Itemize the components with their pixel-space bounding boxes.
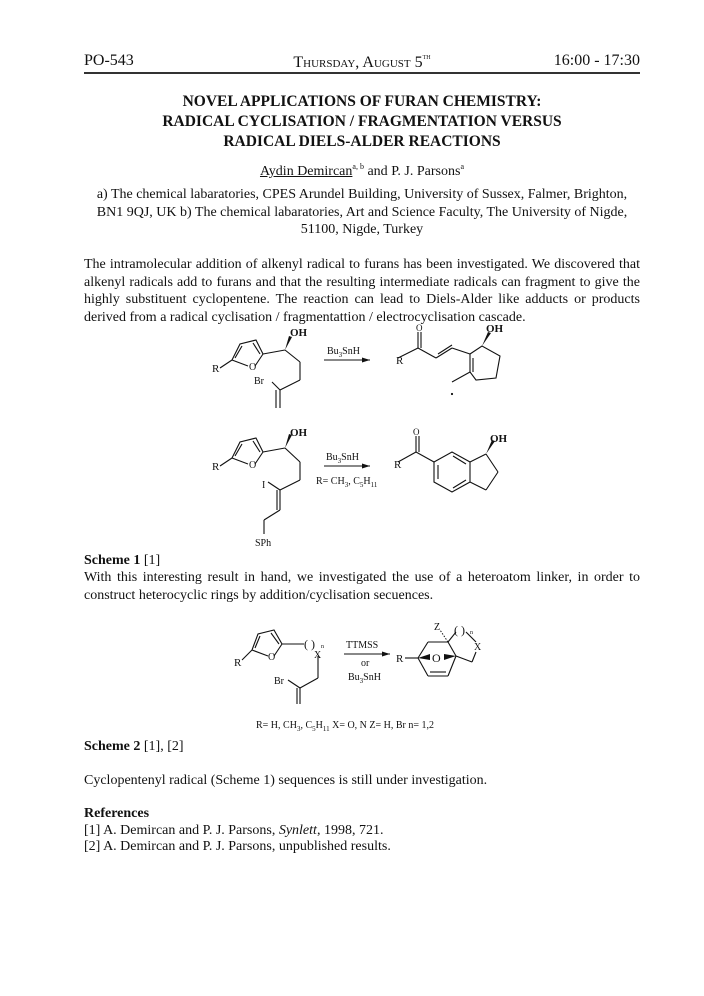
oh-label: OH xyxy=(290,327,308,339)
arrow-head xyxy=(362,464,370,469)
hashed-bond xyxy=(440,630,448,642)
paper-title xyxy=(84,92,640,152)
scheme1-caption xyxy=(84,552,640,570)
references xyxy=(84,806,640,856)
cyclopentene-product xyxy=(398,332,500,382)
r-label: R xyxy=(394,459,402,471)
ref-number: [1] xyxy=(84,822,104,838)
scheme1-reaction2 xyxy=(180,418,540,553)
reagent-or: or xyxy=(361,658,370,669)
session-time: 16:00 - 17:30 xyxy=(553,52,640,69)
indanone-product xyxy=(398,436,498,492)
author-connector: and xyxy=(363,164,392,179)
affiliation-line-2: BN1 9QJ, UK b) The chemical labaratories, Art and Science Faculty, The University of Nigde, xyxy=(96,204,628,220)
r-label: R xyxy=(212,363,220,375)
scheme2-conditions: R= H, $CH_3$, $C_5H_{11}$ X= O, N Z= H, Br n= 1,2 xyxy=(256,720,435,733)
scheme1-caption-ref: [1] xyxy=(140,553,161,568)
ref-text: A. Demircan and P. J. Parsons, xyxy=(103,822,279,838)
o-label: O xyxy=(416,323,423,333)
scheme1-caption-label: Scheme 1 xyxy=(84,553,141,568)
o-label: O xyxy=(249,362,257,373)
o-label: O xyxy=(268,652,276,663)
author2-affil: a xyxy=(460,162,464,171)
i-label: I xyxy=(262,480,266,491)
scheme2-caption-label: Scheme 2 xyxy=(84,739,141,754)
scheme2-reaction xyxy=(200,612,520,740)
author-presenting: Aydin Demircan xyxy=(259,164,353,179)
br-label: Br xyxy=(254,376,264,387)
n-label: n xyxy=(321,644,324,650)
ref-number: [2] xyxy=(84,839,104,854)
title-line-1: NOVEL APPLICATIONS OF FURAN CHEMISTRY: xyxy=(182,93,542,110)
o-label: O xyxy=(413,427,420,437)
reagent-bu3snh: $Bu_3SnH$ xyxy=(348,672,381,685)
poster-code: PO-543 xyxy=(84,52,134,69)
x-label: X xyxy=(474,642,482,653)
references-heading: References xyxy=(84,806,150,821)
header-rule xyxy=(84,72,640,74)
br-label: Br xyxy=(274,676,284,687)
reference-item xyxy=(84,839,640,856)
paragraph-3: Cyclopentenyl radical (Scheme 1) sequences is still under investigation. xyxy=(84,773,488,788)
affiliation-line-1: a) The chemical labaratories, CPES Arundel Building, University of Sussex, Falmer, Brighton, xyxy=(96,187,628,202)
x-label: X xyxy=(314,650,322,661)
arrow-head xyxy=(362,358,370,363)
sph-label: SPh xyxy=(255,538,272,549)
oh-label: OH xyxy=(490,433,508,445)
abstract-paragraph: The intramolecular addition of alkenyl radical to furans has been investigated. We discovered that alkenyl radicals add to furans and that the resulting intermediate radicals can fragment to give the highly substituent cyclopentene. The reaction can lead to Diels-Alder like adducts or products derived from a radical cyclisation / fragmentattion / electrocyclisation cascade. xyxy=(84,257,640,325)
ref-journal: Synlett xyxy=(278,822,317,838)
paragraph-2: With this interesting result in hand, we investigated the use of a heteroatom linker, in order to construct heterocyclic rings by addition/cyclisation secuences. xyxy=(84,570,640,603)
scheme2-caption-ref: [1], [2] xyxy=(140,739,184,754)
furan-substrate-1 xyxy=(220,340,300,408)
author1-affil: a, b xyxy=(352,162,364,171)
oh-label: OH xyxy=(486,323,504,335)
scheme1-reaction1 xyxy=(180,322,540,422)
reference-item xyxy=(84,823,640,840)
reagent-label: $Bu_3SnH$ xyxy=(326,452,359,465)
r-label: R xyxy=(212,461,220,473)
reagent-ttmss: TTMSS xyxy=(346,640,379,651)
title-line-2: RADICAL CYCLISATION / FRAGMENTATION VERSUS xyxy=(162,113,562,130)
date-superscript: th xyxy=(422,52,431,61)
paren-n: ( ) xyxy=(304,637,315,651)
arrow-head xyxy=(382,652,390,657)
o-bridge-label: O xyxy=(432,651,441,665)
scheme2-caption xyxy=(84,738,640,756)
z-label: Z xyxy=(434,622,441,633)
authors xyxy=(84,162,640,180)
ref-text: A. Demircan and P. J. Parsons, unpublished results. xyxy=(103,839,391,854)
oh-label: OH xyxy=(290,427,308,439)
n-label: n xyxy=(470,630,473,636)
r-label: R xyxy=(234,657,242,669)
page-header xyxy=(84,52,640,72)
session-date-text: Thursday, August 5 xyxy=(293,54,423,71)
r-label: R xyxy=(396,355,404,367)
furan-substrate-2 xyxy=(220,438,300,534)
reagent-label: $Bu_3SnH$ xyxy=(327,346,360,359)
affiliations xyxy=(84,186,640,239)
o-label: O xyxy=(249,460,257,471)
title-line-3: RADICAL DIELS-ALDER REACTIONS xyxy=(223,133,501,150)
condition-label: $R= CH_3$, $C_5H_{11}$ xyxy=(316,476,378,489)
paren-n: ( ) xyxy=(454,623,465,637)
ref-rest: , 1998, 721. xyxy=(316,822,384,838)
radical-dot xyxy=(451,393,453,395)
r-label: R xyxy=(396,653,404,665)
author-2: P. J. Parsons xyxy=(391,164,461,179)
affiliation-line-3: 51100, Nigde, Turkey xyxy=(300,222,424,237)
